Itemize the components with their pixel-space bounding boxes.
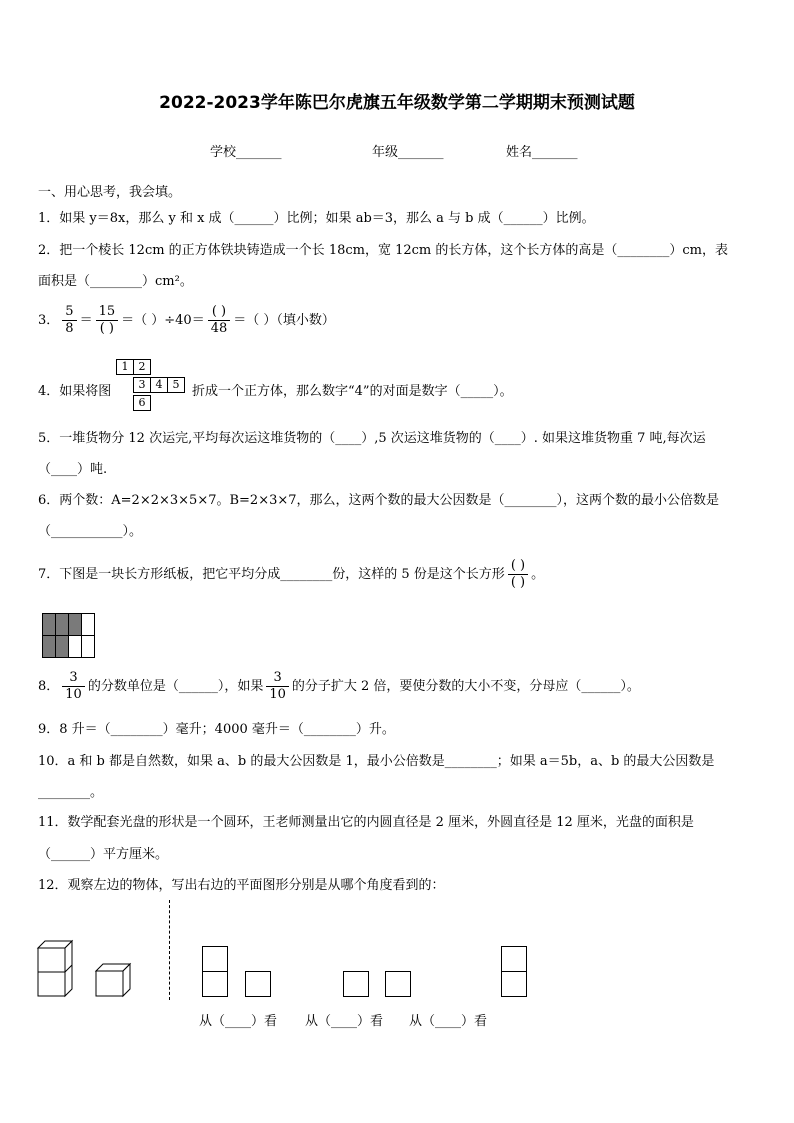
view-square bbox=[245, 971, 271, 997]
q8-number: 8． bbox=[38, 679, 60, 694]
grid-cell-shaded bbox=[42, 613, 56, 636]
grade-field: 年级_______ bbox=[372, 145, 444, 160]
net-cell: 5 bbox=[167, 377, 185, 393]
fraction-numerator: 15 bbox=[96, 304, 119, 321]
q3-tail-text: ＝（ ）（填小数） bbox=[233, 313, 335, 328]
grid-cell bbox=[81, 613, 95, 636]
fraction-denominator: ( ) bbox=[510, 575, 526, 590]
view-label-2: 从（____）看 bbox=[305, 1014, 384, 1029]
question-4-after: 折成一个正方体，那么数字“4”的对面是数字（_____）。 bbox=[192, 384, 513, 399]
view-square bbox=[501, 946, 527, 972]
question-1: 1．如果 y＝8x，那么 y 和 x 成（______）比例；如果 ab＝3，那么 a 与 b 成（______）比例。 bbox=[38, 211, 595, 226]
question-5-line1: 5．一堆货物分 12 次运完,平均每次运这堆货物的（____）,5 次运这堆货物的（____）. 如果这堆货物重 7 吨,每次运 bbox=[38, 431, 706, 446]
question-7 bbox=[38, 558, 544, 591]
q3-middle-text: ＝（ ）÷40＝ bbox=[121, 313, 205, 328]
fraction-denominator: 10 bbox=[65, 687, 82, 702]
fraction-numerator: ( ) bbox=[208, 304, 231, 321]
question-10-line1: 10．a 和 b 都是自然数，如果 a、b 的最大公因数是 1，最小公倍数是________；如果 a＝5b，a、b 的最大公因数是 bbox=[38, 754, 715, 769]
grid-cell-shaded bbox=[55, 635, 69, 658]
fraction-3-10 bbox=[266, 670, 289, 703]
fraction-numerator: 3 bbox=[266, 670, 289, 687]
fraction-denominator: 48 bbox=[210, 321, 228, 336]
question-12: 12．观察左边的物体，写出右边的平面图形分别是从哪个角度看到的： bbox=[38, 878, 445, 893]
view-label-1: 从（____）看 bbox=[199, 1014, 278, 1029]
question-11-line1: 11．数学配套光盘的形状是一个圆环，王老师测量出它的内圆直径是 2 厘米，外圆直径是 12 厘米，光盘的面积是 bbox=[38, 815, 694, 830]
school-field: 学校_______ bbox=[210, 145, 282, 160]
view-square bbox=[202, 971, 228, 997]
divider-dashed-line bbox=[169, 900, 170, 1000]
fraction-5-8 bbox=[62, 304, 76, 337]
net-cell: 4 bbox=[150, 377, 168, 393]
name-field: 姓名_______ bbox=[506, 145, 578, 160]
q7-end: 。 bbox=[531, 567, 545, 582]
question-11-line2: （______）平方厘米。 bbox=[38, 847, 169, 862]
q7-text: 7．下图是一块长方形纸板，把它平均分成________份，这样的 5 份是这个长方形 bbox=[38, 567, 505, 582]
question-3 bbox=[38, 304, 335, 337]
3d-blocks-figure bbox=[36, 936, 136, 1000]
question-10-line2: ________。 bbox=[38, 785, 104, 800]
blank-fraction bbox=[508, 558, 528, 591]
grid-cell-shaded bbox=[55, 613, 69, 636]
q8-text-2: 的分子扩大 2 倍，要使分数的大小不变，分母应（______）。 bbox=[291, 679, 640, 694]
view-square bbox=[501, 971, 527, 997]
q8-text-1: 的分数单位是（______），如果 bbox=[87, 679, 264, 694]
fraction-blank-48 bbox=[208, 304, 231, 337]
section-heading: 一、用心思考，我会填。 bbox=[38, 185, 182, 200]
question-6-line2: （___________）。 bbox=[38, 524, 143, 539]
q3-number: 3． bbox=[38, 313, 60, 328]
view-square bbox=[385, 971, 411, 997]
net-cell: 6 bbox=[133, 395, 151, 411]
fraction-numerator: ( ) bbox=[508, 558, 528, 575]
view-square bbox=[202, 946, 228, 972]
grid-cell bbox=[81, 635, 95, 658]
fraction-3-10 bbox=[62, 670, 85, 703]
fraction-denominator: 8 bbox=[65, 321, 74, 336]
view-label-3: 从（____）看 bbox=[409, 1014, 488, 1029]
fraction-15-blank bbox=[96, 304, 119, 337]
net-cell: 3 bbox=[133, 377, 151, 393]
question-2-line1: 2．把一个棱长 12cm 的正方体铁块铸造成一个长 18cm，宽 12cm 的长方体，这个长方体的高是（________）cm，表 bbox=[38, 243, 728, 258]
fraction-denominator: 10 bbox=[269, 687, 286, 702]
view-square bbox=[343, 971, 369, 997]
grid-cell-shaded bbox=[42, 635, 56, 658]
question-2-line2: 面积是（________）cm²。 bbox=[38, 274, 193, 289]
grid-cell bbox=[68, 635, 82, 658]
fraction-denominator: ( ) bbox=[99, 321, 114, 336]
page-title: 2022-2023学年陈巴尔虎旗五年级数学第二学期期末预测试题 bbox=[159, 93, 635, 113]
fraction-numerator: 5 bbox=[62, 304, 76, 321]
question-9: 9．8 升＝（________）毫升；4000 毫升＝（________）升。 bbox=[38, 722, 395, 737]
net-cell: 2 bbox=[133, 359, 151, 375]
question-6-line1: 6．两个数：A=2×2×3×5×7。B=2×3×7，那么，这两个数的最大公因数是（________），这两个数的最小公倍数是 bbox=[38, 493, 720, 508]
question-5-line2: （____）吨. bbox=[38, 462, 108, 477]
equals-sign: ＝ bbox=[79, 313, 93, 328]
question-4-before: 4．如果将图 bbox=[38, 384, 112, 399]
question-8 bbox=[38, 670, 640, 703]
net-cell: 1 bbox=[116, 359, 134, 375]
fraction-numerator: 3 bbox=[62, 670, 85, 687]
grid-cell-shaded bbox=[68, 613, 82, 636]
